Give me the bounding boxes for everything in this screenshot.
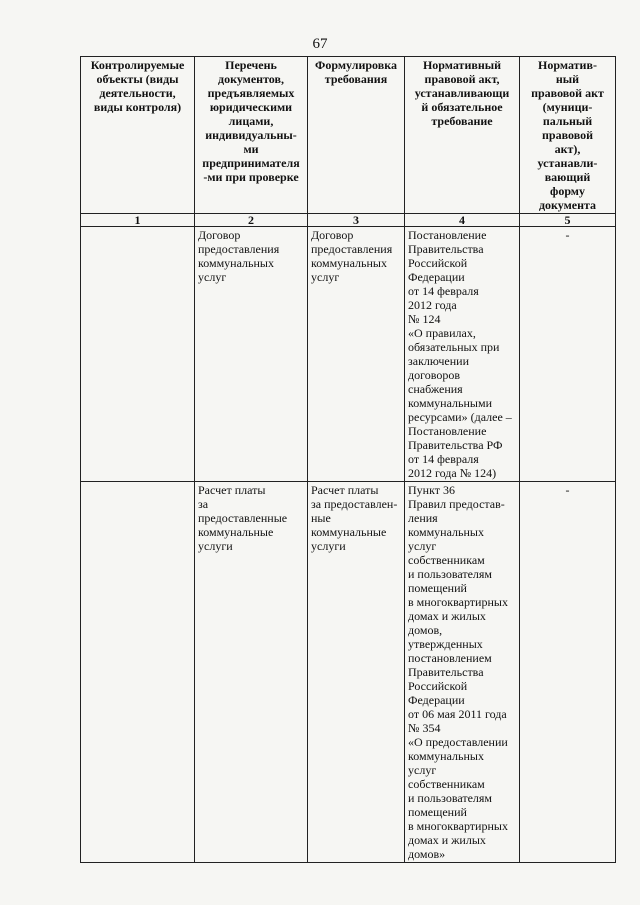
table-cell: Пункт 36 Правил предостав- ления коммунальных услуг собственникам и пользователям помещений в многоквартирных домах и жилых домов, утвержденных постановлением Правительства Российской Федерации от 06 мая 2011 года № 354 «О предоставлении коммунальных услуг собственникам и пользователям помещений в многоквартирных домах и жилых домов»: [405, 482, 520, 863]
table-cell: Договор предоставления коммунальных услуг: [308, 227, 405, 482]
header-requirement-wording: Формулировка требования: [308, 57, 405, 214]
column-number-row: [81, 214, 616, 227]
table-cell: -: [520, 227, 616, 482]
header-row: [81, 57, 616, 214]
column-number: 3: [308, 214, 405, 227]
page-number: 67: [312, 36, 328, 52]
column-number: 1: [81, 214, 195, 227]
requirements-table: [80, 56, 616, 863]
table-cell: [81, 482, 195, 863]
table-row: [81, 482, 616, 863]
column-number: 4: [405, 214, 520, 227]
header-form-act: Норматив- ный правовой акт (муници- пальный правовой акт), устанавли- вающий форму документа: [520, 57, 616, 214]
column-number: 5: [520, 214, 616, 227]
table-cell: Расчет платы за предоставленные коммунальные услуги: [195, 482, 308, 863]
column-number: 2: [195, 214, 308, 227]
header-controlled-objects: Контролируемые объекты (виды деятельности, виды контроля): [81, 57, 195, 214]
table-cell: Постановление Правительства Российской Федерации от 14 февраля 2012 года № 124 «О правилах, обязательных при заключении договоров снабжения коммунальными ресурсами» (далее – Постановление Правительства РФ от 14 февраля 2012 года № 124): [405, 227, 520, 482]
table-cell: [81, 227, 195, 482]
table-cell: -: [520, 482, 616, 863]
table-cell: Договор предоставления коммунальных услуг: [195, 227, 308, 482]
table-cell: Расчет платы за предоставлен- ные коммунальные услуги: [308, 482, 405, 863]
header-documents-list: Перечень документов, предъявляемых юридическими лицами, индивидуальны- ми предпринимателя -ми при проверке: [195, 57, 308, 214]
header-normative-act: Нормативный правовой акт, устанавливающи й обязательное требование: [405, 57, 520, 214]
table-row: [81, 227, 616, 482]
